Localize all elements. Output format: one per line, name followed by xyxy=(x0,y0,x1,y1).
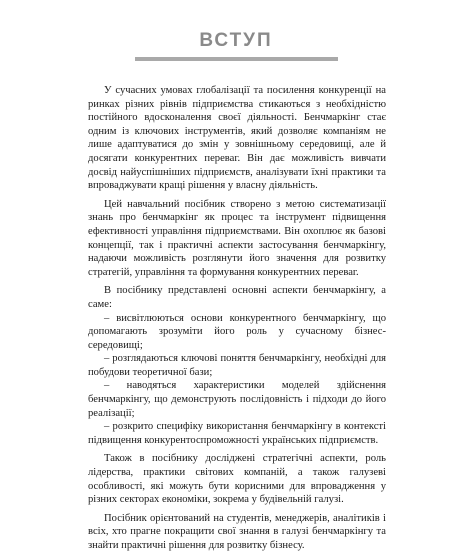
list-item: – розкрито специфіку використання бенчмаркінгу в контексті підвищення конкурентоспроможності українських підприємств. xyxy=(88,421,386,446)
paragraph-audience: Посібник орієнтований на студентів, менеджерів, аналітиків і всіх, хто прагне покращити свої знання в галузі бенчмаркінгу та знайти практичні рішення для розвитку бізнесу. xyxy=(88,512,386,551)
paragraph-list-intro: В посібнику представлені основні аспекти бенчмаркінгу, а саме: xyxy=(88,285,386,310)
paragraph-intro: У сучасних умовах глобалізації та посилення конкуренції на ринках різних рівнів підприємства стикаються з необхідністю постійного вдосконалення своєї діяльності. Бенчмаркінг стає одним із ключових інструментів, який дозволяє компаніям не лише адаптуватися до змін у зовнішньому середовищі, але й досягати конкурентних переваг. Він дає можливість вивчати досвід найуспішніших підприємств, аналізувати їхні практики та впроваджувати кращі рішення у власну діяльність. xyxy=(88,85,386,192)
list-item: – наводяться характеристики моделей здійснення бенчмаркінгу, що демонструють послідовність і підходи до його реалізації; xyxy=(88,380,386,419)
aspects-list xyxy=(88,312,386,448)
paragraph-strategic-aspects: Також в посібнику досліджені стратегічні аспекти, роль лідерства, практики світових компаній, а також галузеві особливості, які можуть бути корисними для впровадження у різних секторах економіки, зокрема у будівельній галузі. xyxy=(88,453,386,506)
chapter-title: ВСТУП xyxy=(199,30,273,51)
body-text xyxy=(88,84,386,558)
heading-block xyxy=(0,30,472,52)
paragraph-purpose: Цей навчальний посібник створено з метою систематизації знань про бенчмаркінг як процес та інструмент підвищення ефективності управління підприємствами. Він охоплює як базові концепції, так і практичні аспекти застосування бенчмаркінгу, надаючи можливість розглянути його значення для розвитку стратегій, управління та формування конкурентних переваг. xyxy=(88,198,386,278)
list-item: – розглядаються ключові поняття бенчмаркінгу, необхідні для побудови теоретичної бази; xyxy=(88,353,386,378)
list-item: – висвітлюються основи конкурентного бенчмаркінгу, що допомагають зрозуміти його роль у сучасному бізнес-середовищі; xyxy=(88,312,386,351)
title-underline-rule xyxy=(135,57,338,61)
